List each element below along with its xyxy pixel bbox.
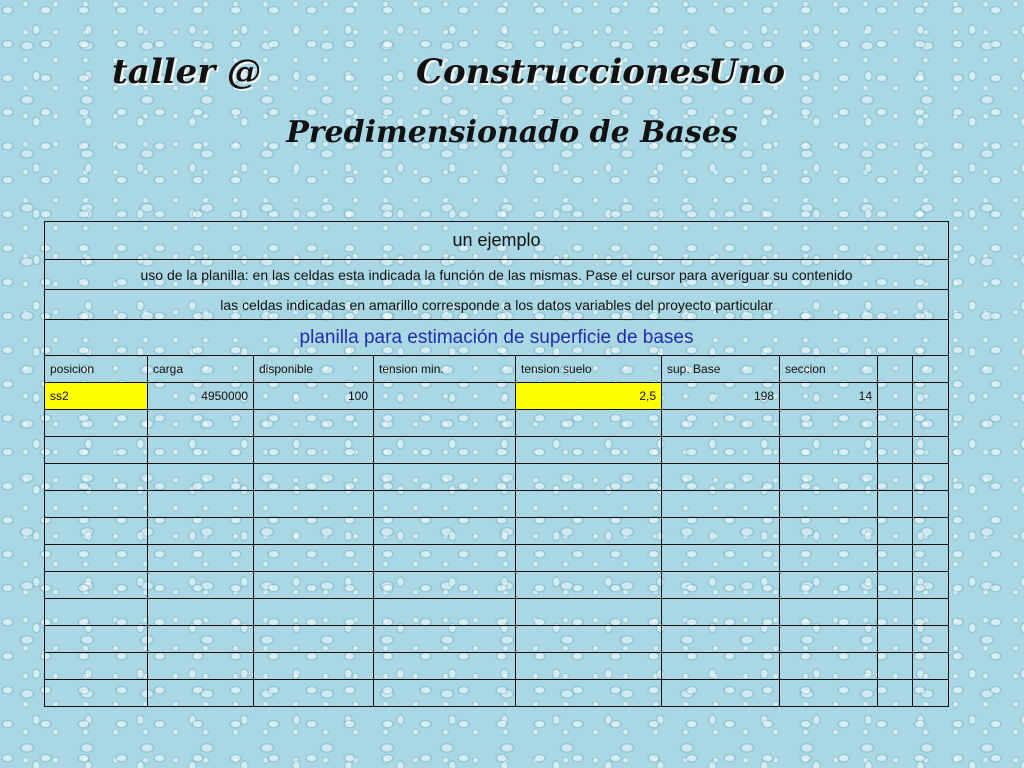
empty-cell[interactable] xyxy=(254,545,374,572)
empty-cell[interactable] xyxy=(254,680,374,707)
empty-cell[interactable] xyxy=(516,653,662,680)
empty-cell[interactable] xyxy=(662,545,780,572)
table-row xyxy=(45,518,949,545)
empty-cell[interactable] xyxy=(374,545,516,572)
empty-cell[interactable] xyxy=(516,491,662,518)
table-row xyxy=(45,383,949,410)
empty-cell[interactable] xyxy=(662,653,780,680)
empty-cell[interactable] xyxy=(878,572,913,599)
empty-cell[interactable] xyxy=(148,653,254,680)
empty-cell[interactable] xyxy=(913,653,949,680)
empty-cell[interactable] xyxy=(148,572,254,599)
empty-cell[interactable] xyxy=(374,572,516,599)
empty-cell[interactable] xyxy=(516,545,662,572)
empty-cell[interactable] xyxy=(878,599,913,626)
empty-cell[interactable] xyxy=(45,653,148,680)
empty-cell[interactable] xyxy=(913,464,949,491)
empty-cell[interactable] xyxy=(254,653,374,680)
empty-cell[interactable] xyxy=(148,518,254,545)
empty-cell[interactable] xyxy=(148,464,254,491)
usage-note: uso de la planilla: en las celdas esta indicada la función de las mismas. Pase el cursor para averiguar su contenido xyxy=(45,260,949,290)
empty-cell[interactable] xyxy=(148,491,254,518)
empty-cell[interactable] xyxy=(780,491,878,518)
empty-rows xyxy=(45,410,949,707)
cell-posicion[interactable]: ss2 xyxy=(45,383,148,410)
table-row xyxy=(45,437,949,464)
table-row xyxy=(45,491,949,518)
empty-cell[interactable] xyxy=(374,491,516,518)
empty-cell[interactable] xyxy=(780,464,878,491)
title-part-uno: Uno xyxy=(708,52,786,92)
empty-cell[interactable] xyxy=(374,626,516,653)
header-cell-tension-suelo[interactable]: tension suelo xyxy=(516,356,662,383)
cell-tension-min[interactable] xyxy=(374,383,516,410)
empty-cell[interactable] xyxy=(780,599,878,626)
empty-cell[interactable] xyxy=(662,626,780,653)
empty-cell[interactable] xyxy=(254,572,374,599)
table-row xyxy=(45,464,949,491)
empty-cell[interactable] xyxy=(516,680,662,707)
header-cell-disponible[interactable]: disponible xyxy=(254,356,374,383)
empty-cell[interactable] xyxy=(254,626,374,653)
empty-cell[interactable] xyxy=(148,410,254,437)
table-row xyxy=(45,680,949,707)
empty-cell[interactable] xyxy=(254,464,374,491)
empty-cell[interactable] xyxy=(45,491,148,518)
header-cell-extra[interactable] xyxy=(878,356,913,383)
empty-cell[interactable] xyxy=(45,572,148,599)
cell-extra[interactable] xyxy=(878,383,913,410)
empty-cell[interactable] xyxy=(374,680,516,707)
cell-sup-base[interactable]: 198 xyxy=(662,383,780,410)
empty-cell[interactable] xyxy=(148,599,254,626)
empty-cell[interactable] xyxy=(45,680,148,707)
header-cell-extra[interactable] xyxy=(913,356,949,383)
empty-cell[interactable] xyxy=(662,518,780,545)
empty-cell[interactable] xyxy=(878,518,913,545)
cell-seccion[interactable]: 14 xyxy=(780,383,878,410)
title-line xyxy=(0,52,1024,96)
table-row xyxy=(45,545,949,572)
empty-cell[interactable] xyxy=(374,410,516,437)
empty-cell[interactable] xyxy=(913,410,949,437)
empty-cell[interactable] xyxy=(516,437,662,464)
header-cell-sup-base[interactable]: sup. Base xyxy=(662,356,780,383)
cell-extra[interactable] xyxy=(913,383,949,410)
empty-cell[interactable] xyxy=(913,518,949,545)
empty-cell[interactable] xyxy=(913,545,949,572)
empty-cell[interactable] xyxy=(913,599,949,626)
empty-cell[interactable] xyxy=(45,626,148,653)
empty-cell[interactable] xyxy=(254,437,374,464)
yellow-cells-note: las celdas indicadas en amarillo corresponde a los datos variables del proyecto particular xyxy=(45,290,949,320)
title-part-taller: taller @ xyxy=(112,52,261,92)
empty-cell[interactable] xyxy=(662,410,780,437)
header-cell-carga[interactable]: carga xyxy=(148,356,254,383)
empty-cell[interactable] xyxy=(662,572,780,599)
empty-cell[interactable] xyxy=(780,572,878,599)
header-cell-seccion[interactable]: seccion xyxy=(780,356,878,383)
empty-cell[interactable] xyxy=(45,437,148,464)
header-cell-posicion[interactable]: posicion xyxy=(45,356,148,383)
empty-cell[interactable] xyxy=(254,518,374,545)
empty-cell[interactable] xyxy=(662,491,780,518)
table-row xyxy=(45,599,949,626)
empty-cell[interactable] xyxy=(148,680,254,707)
empty-cell[interactable] xyxy=(45,599,148,626)
empty-cell[interactable] xyxy=(516,464,662,491)
empty-cell[interactable] xyxy=(662,680,780,707)
empty-cell[interactable] xyxy=(878,653,913,680)
empty-cell[interactable] xyxy=(780,653,878,680)
empty-cell[interactable] xyxy=(374,464,516,491)
example-label: un ejemplo xyxy=(45,222,949,260)
empty-cell[interactable] xyxy=(45,545,148,572)
empty-cell[interactable] xyxy=(878,437,913,464)
empty-cell[interactable] xyxy=(516,410,662,437)
title-part-construcciones: Construcciones xyxy=(416,52,711,92)
empty-cell[interactable] xyxy=(780,518,878,545)
empty-cell[interactable] xyxy=(374,437,516,464)
header-cell-tension-min[interactable]: tension min. xyxy=(374,356,516,383)
empty-cell[interactable] xyxy=(780,626,878,653)
empty-cell[interactable] xyxy=(516,518,662,545)
table-row xyxy=(45,653,949,680)
empty-cell[interactable] xyxy=(878,410,913,437)
empty-cell[interactable] xyxy=(878,680,913,707)
empty-cell[interactable] xyxy=(913,437,949,464)
empty-cell[interactable] xyxy=(374,599,516,626)
empty-cell[interactable] xyxy=(45,410,148,437)
empty-cell[interactable] xyxy=(780,410,878,437)
spreadsheet-table xyxy=(44,221,949,707)
empty-cell[interactable] xyxy=(254,599,374,626)
table-row xyxy=(45,572,949,599)
empty-cell[interactable] xyxy=(878,626,913,653)
empty-cell[interactable] xyxy=(148,545,254,572)
empty-cell[interactable] xyxy=(662,437,780,464)
empty-cell[interactable] xyxy=(878,491,913,518)
empty-cell[interactable] xyxy=(878,464,913,491)
empty-cell[interactable] xyxy=(780,545,878,572)
empty-cell[interactable] xyxy=(780,437,878,464)
empty-cell[interactable] xyxy=(516,599,662,626)
table-row xyxy=(45,626,949,653)
empty-cell[interactable] xyxy=(45,464,148,491)
cell-disponible[interactable]: 100 xyxy=(254,383,374,410)
page-subtitle: Predimensionado de Bases xyxy=(286,115,738,150)
empty-cell[interactable] xyxy=(516,626,662,653)
cell-carga[interactable]: 4950000 xyxy=(148,383,254,410)
empty-cell[interactable] xyxy=(45,518,148,545)
empty-cell[interactable] xyxy=(374,653,516,680)
empty-cell[interactable] xyxy=(662,599,780,626)
empty-cell[interactable] xyxy=(878,545,913,572)
empty-cell[interactable] xyxy=(148,626,254,653)
empty-cell[interactable] xyxy=(662,464,780,491)
empty-cell[interactable] xyxy=(148,437,254,464)
empty-cell[interactable] xyxy=(516,572,662,599)
planilla-title: planilla para estimación de superficie de bases xyxy=(45,320,949,356)
empty-cell[interactable] xyxy=(913,491,949,518)
empty-cell[interactable] xyxy=(913,572,949,599)
empty-cell[interactable] xyxy=(913,626,949,653)
empty-cell[interactable] xyxy=(254,491,374,518)
table-row xyxy=(45,410,949,437)
empty-cell[interactable] xyxy=(913,680,949,707)
empty-cell[interactable] xyxy=(374,518,516,545)
empty-cell[interactable] xyxy=(780,680,878,707)
empty-cell[interactable] xyxy=(254,410,374,437)
cell-tension-suelo[interactable]: 2,5 xyxy=(516,383,662,410)
